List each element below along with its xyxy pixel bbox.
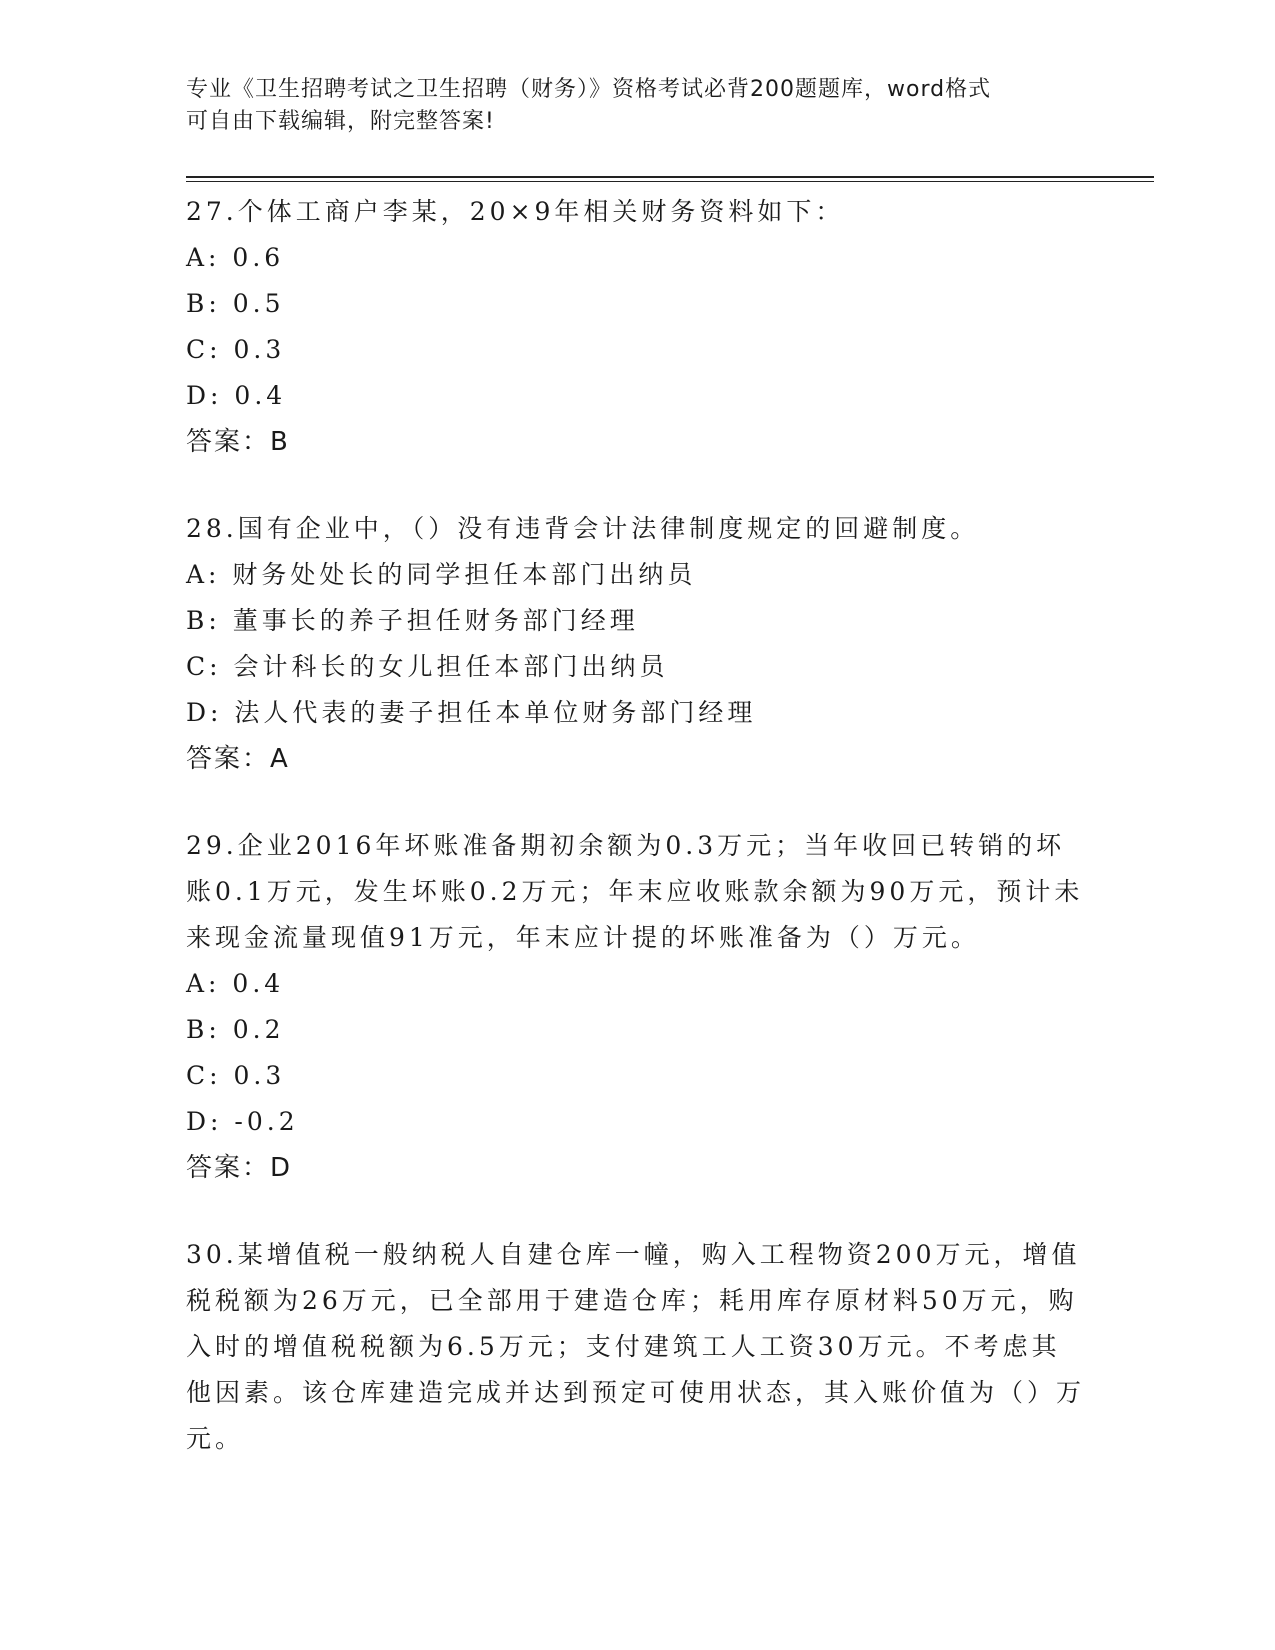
header-divider-thick [186, 176, 1154, 178]
option-a: A: 财务处处长的同学担任本部门出纳员 [186, 560, 697, 589]
option-c: C: 0.3 [186, 1061, 286, 1090]
question-stem: 30.某增值税一般纳税人自建仓库一幢，购入工程物资200万元，增值税税额为26万元，已全部用于建造仓库；耗用库存原材料50万元，购入时的增值税税额为6.5万元；支付建筑工人工资30万元。不考虑其他因素。该仓库建造完成并达到预定可使用状态，其入账价值为（）万元。 [186, 1240, 1086, 1453]
header-line-2: 可自由下载编辑，附完整答案! [186, 109, 495, 134]
question-stem: 29.企业2016年坏账准备期初余额为0.3万元；当年收回已转销的坏账0.1万元，发生坏账0.2万元；年末应收账款余额为90万元，预计未来现金流量现值91万元，年末应计提的坏账准备为（）万元。 [186, 831, 1084, 952]
option-d: D: 0.4 [186, 381, 287, 410]
answer: 答案：B [186, 427, 290, 457]
option-d: D: 法人代表的妻子担任本单位财务部门经理 [186, 698, 757, 727]
option-d: D: -0.2 [186, 1107, 299, 1136]
question-27 [186, 189, 1086, 465]
option-c: C: 0.3 [186, 335, 286, 364]
header-divider-thin [186, 181, 1154, 182]
question-29 [186, 823, 1086, 1191]
answer: 答案：D [186, 1153, 293, 1183]
answer: 答案：A [186, 744, 290, 774]
header-line-1: 专业《卫生招聘考试之卫生招聘（财务）》资格考试必背200题题库，word格式 [186, 77, 992, 102]
option-a: A: 0.6 [186, 243, 285, 272]
question-stem: 28.国有企业中，（）没有违背会计法律制度规定的回避制度。 [186, 514, 980, 543]
question-28 [186, 506, 1086, 782]
option-c: C: 会计科长的女儿担任本部门出纳员 [186, 652, 669, 681]
question-stem: 27.个体工商户李某，20×9年相关财务资料如下： [186, 197, 845, 226]
question-30 [186, 1232, 1086, 1462]
option-b: B: 0.2 [186, 1015, 285, 1044]
question-list [186, 189, 1086, 1503]
option-b: B: 0.5 [186, 289, 285, 318]
option-b: B: 董事长的养子担任财务部门经理 [186, 606, 639, 635]
document-header [186, 74, 1066, 138]
option-a: A: 0.4 [186, 969, 285, 998]
